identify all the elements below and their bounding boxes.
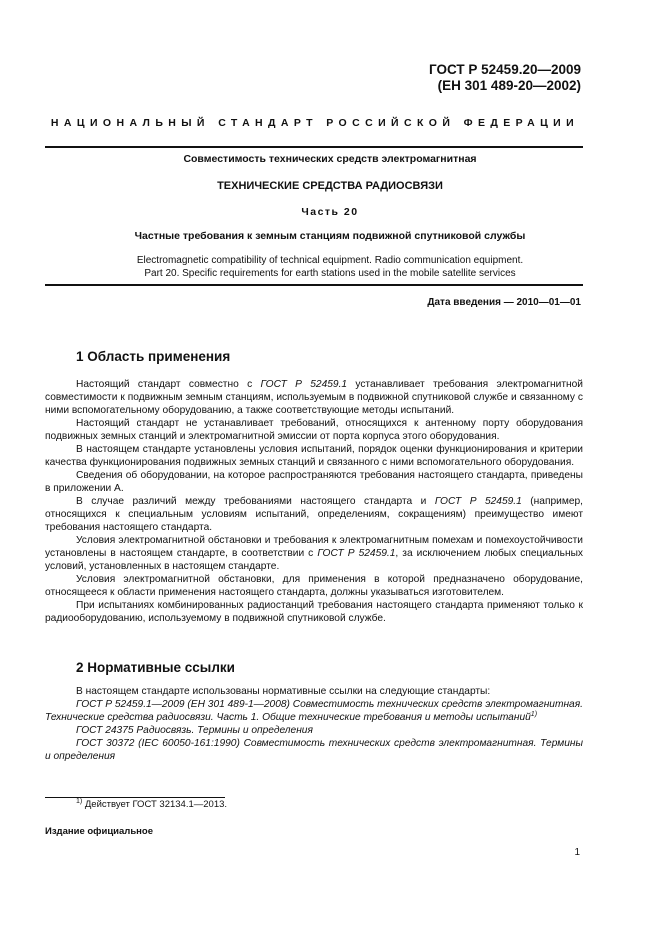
paragraph: В настоящем стандарте использованы нормативные ссылки на следующие стандарты: (76, 686, 491, 697)
paragraph: Условия электромагнитной обстановки, для применения в которой предназначено оборудование, относящееся к области применения настоящего стандарта, должны указываться изготовителем. (45, 574, 583, 598)
normative-reference: ГОСТ 30372 (IEC 60050-161:1990) Совместимость технических средств электромагнитная. Термины и определения (45, 738, 583, 762)
footnote-divider (45, 797, 225, 798)
paragraph: Настоящий стандарт совместно с ГОСТ Р 52459.1 устанавливает требования электромагнитной совместимости к подвижным земным станциям, используемым в подвижной спутниковой службе и связанному с ними вспомогательному оборудованию, а также соответствующие методы испытаний. (45, 379, 584, 416)
official-edition-label: Издание официальное (45, 826, 153, 837)
paragraph: Настоящий стандарт не устанавливает требований, относящихся к антенному порту оборудования подвижных земных станций и электромагнитной эмиссии от порта корпуса этого оборудования. (45, 418, 583, 442)
normative-reference: ГОСТ 24375 Радиосвязь. Термины и определения (76, 725, 313, 736)
paragraph: Сведения об оборудовании, на которое распространяются требования настоящего стандарта, приведены в приложении А. (45, 470, 583, 494)
english-title-line-1: Electromagnetic compatibility of technical equipment. Radio communication equipment. (136, 255, 524, 266)
paragraph: В случае различий между требованиями настоящего стандарта и ГОСТ Р 52459.1 (например, относящихся к специальным условиям испытаний, определениям, сокращениям) преимущество имеют требования настоящего стандарта. (45, 496, 583, 533)
normative-reference: ГОСТ Р 52459.1—2009 (ЕН 301 489-1—2008) Совместимость технических средств электромагнитная. Технические средства радиосвязи. Часть 1. Общие технические требования и методы испытаний$^{1)}$ (45, 699, 583, 723)
standard-code (429, 62, 581, 94)
title-line-3: Частные требования к земным станциям подвижной спутниковой службы (134, 230, 526, 242)
section-2-heading: 2 Нормативные ссылки (76, 660, 235, 675)
title-line-1: Совместимость технических средств электромагнитная (183, 153, 477, 165)
footnote-mark: 1) (530, 711, 538, 718)
standard-code-en: (ЕН 301 489-20—2002) (437, 78, 581, 93)
page-number: 1 (574, 847, 580, 858)
paragraph: Условия электромагнитной обстановки и требования к электромагнитным помехам и помехоустойчивости установлены в настоящем стандарте, в соответствии с ГОСТ Р 52459.1, за исключением любых специальных условий, установленных в настоящем стандарте. (45, 535, 584, 572)
national-standard-title: НАЦИОНАЛЬНЫЙ СТАНДАРТ РОССИЙСКОЙ ФЕДЕРАЦИИ (50, 117, 580, 129)
title-part: Часть 20 (301, 206, 359, 218)
top-divider (45, 146, 583, 148)
section-1-heading: 1 Область применения (76, 349, 231, 364)
footnote: $^{1)}$ Действует ГОСТ 32134.1—2013. (76, 798, 228, 810)
section-2-body (45, 685, 583, 763)
section-1-body (45, 378, 583, 625)
paragraph: При испытаниях комбинированных радиостанций требования настоящего стандарта применяют только к радиооборудованию, используемому в подвижной спутниковой службе. (45, 600, 583, 624)
paragraph: В настоящем стандарте установлены условия испытаний, порядок оценки функционирования и критерии качества функционирования подвижных земных станций и связанного с ними вспомогательного оборудования. (45, 444, 583, 468)
english-title-line-2: Part 20. Specific requirements for earth stations used in the mobile satellite services (144, 268, 516, 279)
english-title (45, 254, 615, 280)
introduction-date: Дата введения — 2010—01—01 (427, 297, 581, 308)
title-line-2: ТЕХНИЧЕСКИЕ СРЕДСТВА РАДИОСВЯЗИ (217, 180, 443, 192)
title-divider (45, 284, 583, 286)
standard-code-ru: ГОСТ Р 52459.20—2009 (429, 62, 581, 77)
